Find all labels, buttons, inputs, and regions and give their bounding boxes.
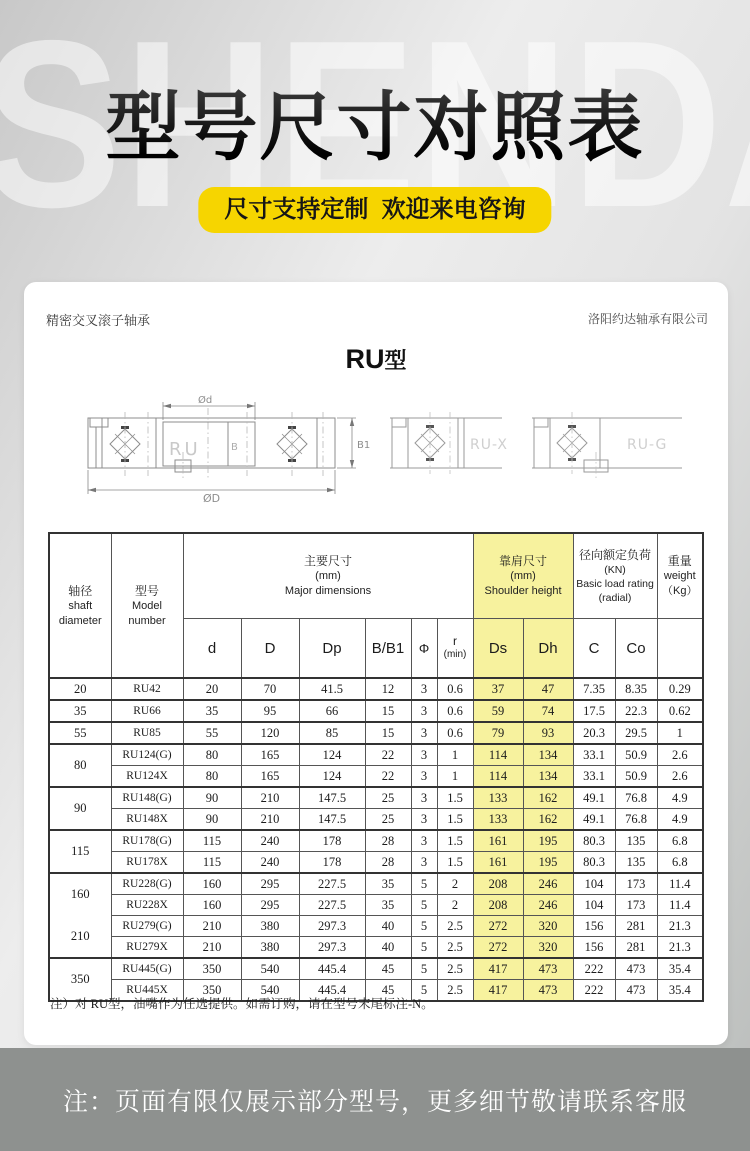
value-cell: 2.6 — [657, 766, 703, 788]
value-cell: 35.4 — [657, 980, 703, 1002]
value-cell: 6.8 — [657, 830, 703, 852]
value-cell: 4.9 — [657, 787, 703, 809]
value-cell: 40 — [365, 916, 411, 937]
value-cell: 3 — [411, 809, 437, 831]
value-cell: 156 — [573, 916, 615, 937]
model-number-cell: RU178(G) — [111, 830, 183, 852]
value-cell: 295 — [241, 873, 299, 895]
value-cell: 124 — [299, 766, 365, 788]
model-number-cell: RU85 — [111, 722, 183, 744]
shaft-diameter-cell: 210 — [49, 916, 111, 959]
value-cell: 195 — [523, 830, 573, 852]
value-cell: 49.1 — [573, 809, 615, 831]
value-cell: 162 — [523, 787, 573, 809]
value-cell: 473 — [615, 958, 657, 980]
value-cell: 21.3 — [657, 916, 703, 937]
value-cell: 93 — [523, 722, 573, 744]
table-row — [49, 809, 703, 831]
drawing-main-dimensions — [88, 402, 356, 494]
value-cell: 1.5 — [437, 809, 473, 831]
value-cell: 15 — [365, 700, 411, 722]
value-cell: 173 — [615, 895, 657, 916]
value-cell: 2.5 — [437, 937, 473, 959]
value-cell: 124 — [299, 744, 365, 766]
value-cell: 272 — [473, 916, 523, 937]
value-cell: 160 — [183, 895, 241, 916]
value-cell: 120 — [241, 722, 299, 744]
model-number-cell: RU148(G) — [111, 787, 183, 809]
value-cell: 281 — [615, 937, 657, 959]
model-number-cell: RU148X — [111, 809, 183, 831]
value-cell: 246 — [523, 873, 573, 895]
value-cell: 50.9 — [615, 766, 657, 788]
model-number-cell: RU178X — [111, 852, 183, 874]
value-cell: 297.3 — [299, 916, 365, 937]
value-cell: 104 — [573, 873, 615, 895]
value-cell: 35 — [183, 700, 241, 722]
shaft-diameter-cell: 55 — [49, 722, 111, 744]
value-cell: 1.5 — [437, 852, 473, 874]
subheader-D: D — [241, 619, 299, 679]
subheader-phi: Φ — [411, 619, 437, 679]
value-cell: 28 — [365, 852, 411, 874]
value-cell: 35.4 — [657, 958, 703, 980]
card-header — [46, 310, 708, 329]
page-title: 型号尺寸对照表 — [0, 68, 750, 175]
col-header-weight: 重量 weight （Kg） — [657, 533, 703, 619]
value-cell: 80 — [183, 766, 241, 788]
value-cell: 210 — [241, 809, 299, 831]
subheader-r-min: r (min) — [437, 619, 473, 679]
spec-table — [48, 532, 704, 1002]
subheader-B: B/B1 — [365, 619, 411, 679]
drawing-variant-x-label: RU-X — [470, 437, 508, 453]
value-cell: 2 — [437, 873, 473, 895]
value-cell: 134 — [523, 766, 573, 788]
value-cell: 22.3 — [615, 700, 657, 722]
shaft-diameter-cell: 350 — [49, 958, 111, 1001]
value-cell: 2.5 — [437, 980, 473, 1002]
drawing-variant-g — [532, 412, 682, 478]
value-cell: 2.6 — [657, 744, 703, 766]
col-header-shaft: 轴径 shaft diameter — [49, 533, 111, 678]
col-header-shoulder: 靠肩尺寸 (mm) Shoulder height — [473, 533, 573, 619]
value-cell: 76.8 — [615, 787, 657, 809]
value-cell: 1.5 — [437, 787, 473, 809]
drawing-variant-x — [390, 412, 508, 474]
value-cell: 147.5 — [299, 809, 365, 831]
value-cell: 45 — [365, 958, 411, 980]
drawing-variant-g-label: RU-G — [627, 437, 668, 453]
model-number-cell: RU445(G) — [111, 958, 183, 980]
value-cell: 272 — [473, 937, 523, 959]
table-row — [49, 830, 703, 852]
value-cell: 0.6 — [437, 678, 473, 700]
value-cell: 135 — [615, 830, 657, 852]
subheader-Co: Co — [615, 619, 657, 679]
value-cell: 12 — [365, 678, 411, 700]
spec-card — [24, 282, 728, 1045]
model-number-cell: RU66 — [111, 700, 183, 722]
value-cell: 35 — [365, 873, 411, 895]
value-cell: 33.1 — [573, 744, 615, 766]
value-cell: 8.35 — [615, 678, 657, 700]
value-cell: 240 — [241, 830, 299, 852]
customization-badge: 尺寸支持定制 欢迎来电咨询 — [198, 187, 551, 233]
col-header-model: 型号 Model number — [111, 533, 183, 678]
value-cell: 161 — [473, 830, 523, 852]
dim-b-label: B — [231, 442, 238, 453]
model-number-cell: RU228(G) — [111, 873, 183, 895]
value-cell: 165 — [241, 744, 299, 766]
value-cell: 134 — [523, 744, 573, 766]
value-cell: 5 — [411, 895, 437, 916]
shaft-diameter-cell: 115 — [49, 830, 111, 873]
value-cell: 208 — [473, 873, 523, 895]
value-cell: 20.3 — [573, 722, 615, 744]
value-cell: 35 — [365, 895, 411, 916]
value-cell: 320 — [523, 937, 573, 959]
subheader-d: d — [183, 619, 241, 679]
value-cell: 3 — [411, 678, 437, 700]
value-cell: 22 — [365, 766, 411, 788]
footer-bar — [0, 1048, 750, 1151]
subheader-Dh: Dh — [523, 619, 573, 679]
value-cell: 29.5 — [615, 722, 657, 744]
value-cell: 210 — [241, 787, 299, 809]
subheader-C: C — [573, 619, 615, 679]
value-cell: 208 — [473, 895, 523, 916]
value-cell: 3 — [411, 744, 437, 766]
shaft-diameter-cell: 35 — [49, 700, 111, 722]
table-row — [49, 787, 703, 809]
value-cell: 6.8 — [657, 852, 703, 874]
value-cell: 3 — [411, 787, 437, 809]
model-number-cell: RU445X — [111, 980, 183, 1002]
shaft-diameter-cell: 80 — [49, 744, 111, 787]
shaft-diameter-cell: 160 — [49, 873, 111, 916]
value-cell: 417 — [473, 958, 523, 980]
value-cell: 156 — [573, 937, 615, 959]
value-cell: 178 — [299, 830, 365, 852]
value-cell: 20 — [183, 678, 241, 700]
value-cell: 380 — [241, 937, 299, 959]
value-cell: 0.6 — [437, 700, 473, 722]
value-cell: 295 — [241, 895, 299, 916]
value-cell: 2 — [437, 895, 473, 916]
value-cell: 195 — [523, 852, 573, 874]
value-cell: 0.29 — [657, 678, 703, 700]
shaft-diameter-cell: 20 — [49, 678, 111, 700]
value-cell: 173 — [615, 873, 657, 895]
value-cell: 3 — [411, 830, 437, 852]
value-cell: 0.6 — [437, 722, 473, 744]
table-row — [49, 744, 703, 766]
value-cell: 350 — [183, 958, 241, 980]
value-cell: 45 — [365, 980, 411, 1002]
model-number-cell: RU124(G) — [111, 744, 183, 766]
value-cell: 2.5 — [437, 958, 473, 980]
table-row — [49, 766, 703, 788]
value-cell: 49.1 — [573, 787, 615, 809]
value-cell: 5 — [411, 980, 437, 1002]
value-cell: 162 — [523, 809, 573, 831]
dim-inner-label: Ød — [198, 395, 213, 406]
table-row — [49, 873, 703, 895]
value-cell: 445.4 — [299, 980, 365, 1002]
value-cell: 246 — [523, 895, 573, 916]
value-cell: 95 — [241, 700, 299, 722]
shaft-diameter-cell: 90 — [49, 787, 111, 830]
table-row — [49, 916, 703, 937]
value-cell: 25 — [365, 787, 411, 809]
value-cell: 540 — [241, 980, 299, 1002]
value-cell: 90 — [183, 809, 241, 831]
value-cell: 50.9 — [615, 744, 657, 766]
subheader-Dp: Dp — [299, 619, 365, 679]
value-cell: 165 — [241, 766, 299, 788]
value-cell: 70 — [241, 678, 299, 700]
table-row — [49, 722, 703, 744]
value-cell: 55 — [183, 722, 241, 744]
spec-table-body — [49, 678, 703, 1001]
table-row — [49, 958, 703, 980]
value-cell: 76.8 — [615, 809, 657, 831]
value-cell: 297.3 — [299, 937, 365, 959]
table-row — [49, 895, 703, 916]
value-cell: 281 — [615, 916, 657, 937]
value-cell: 133 — [473, 787, 523, 809]
series-title-cn: 型 — [384, 348, 407, 373]
model-number-cell: RU279X — [111, 937, 183, 959]
dim-b1-label: B1 — [357, 440, 371, 451]
value-cell: 1 — [437, 744, 473, 766]
value-cell: 5 — [411, 873, 437, 895]
table-note: 注）对 RU型，油嘴作为任选提供。如需订购，请在型号末尾标注-N。 — [50, 997, 434, 1011]
value-cell: 417 — [473, 980, 523, 1002]
table-row — [49, 937, 703, 959]
value-cell: 222 — [573, 958, 615, 980]
card-header-right: 洛阳约达轴承有限公司 — [587, 312, 708, 326]
value-cell: 0.62 — [657, 700, 703, 722]
value-cell: 210 — [183, 937, 241, 959]
value-cell: 80.3 — [573, 852, 615, 874]
value-cell: 47 — [523, 678, 573, 700]
table-row — [49, 852, 703, 874]
value-cell: 28 — [365, 830, 411, 852]
value-cell: 66 — [299, 700, 365, 722]
value-cell: 227.5 — [299, 895, 365, 916]
value-cell: 1 — [437, 766, 473, 788]
value-cell: 160 — [183, 873, 241, 895]
model-number-cell: RU42 — [111, 678, 183, 700]
value-cell: 11.4 — [657, 895, 703, 916]
table-row — [49, 700, 703, 722]
value-cell: 473 — [523, 980, 573, 1002]
value-cell: 350 — [183, 980, 241, 1002]
value-cell: 4.9 — [657, 809, 703, 831]
value-cell: 3 — [411, 700, 437, 722]
value-cell: 5 — [411, 916, 437, 937]
value-cell: 540 — [241, 958, 299, 980]
value-cell: 380 — [241, 916, 299, 937]
value-cell: 445.4 — [299, 958, 365, 980]
value-cell: 2.5 — [437, 916, 473, 937]
col-header-load: 径向额定负荷 (KN) Basic load rating (radial) — [573, 533, 657, 619]
value-cell: 3 — [411, 766, 437, 788]
value-cell: 161 — [473, 852, 523, 874]
value-cell: 90 — [183, 787, 241, 809]
value-cell: 210 — [183, 916, 241, 937]
value-cell: 222 — [573, 980, 615, 1002]
value-cell: 37 — [473, 678, 523, 700]
value-cell: 80.3 — [573, 830, 615, 852]
value-cell: 135 — [615, 852, 657, 874]
value-cell: 133 — [473, 809, 523, 831]
value-cell: 74 — [523, 700, 573, 722]
value-cell: 25 — [365, 809, 411, 831]
value-cell: 3 — [411, 852, 437, 874]
card-header-left: 精密交叉滚子轴承 — [46, 313, 151, 328]
drawing-main-centerlines — [125, 408, 323, 480]
value-cell: 17.5 — [573, 700, 615, 722]
value-cell: 3 — [411, 722, 437, 744]
model-number-cell: RU279(G) — [111, 916, 183, 937]
value-cell: 7.35 — [573, 678, 615, 700]
value-cell: 114 — [473, 744, 523, 766]
footer-note: 注：页面有限仅展示部分型号，更多细节敬请联系客服 — [62, 1087, 687, 1116]
value-cell: 473 — [615, 980, 657, 1002]
value-cell: 5 — [411, 937, 437, 959]
value-cell: 33.1 — [573, 766, 615, 788]
value-cell: 104 — [573, 895, 615, 916]
drawing-main-arrowheads — [88, 404, 354, 492]
value-cell: 11.4 — [657, 873, 703, 895]
value-cell: 22 — [365, 744, 411, 766]
bearing-drawings — [24, 394, 728, 516]
value-cell: 79 — [473, 722, 523, 744]
value-cell: 115 — [183, 852, 241, 874]
value-cell: 320 — [523, 916, 573, 937]
model-number-cell: RU228X — [111, 895, 183, 916]
series-title — [24, 344, 728, 375]
drawing-main-label: RU — [169, 439, 201, 460]
value-cell: 240 — [241, 852, 299, 874]
value-cell: 5 — [411, 958, 437, 980]
series-title-en: RU — [345, 344, 385, 374]
value-cell: 41.5 — [299, 678, 365, 700]
subheader-Ds: Ds — [473, 619, 523, 679]
value-cell: 80 — [183, 744, 241, 766]
drawing-main-seal-ticks — [121, 426, 296, 462]
value-cell: 115 — [183, 830, 241, 852]
value-cell: 1 — [657, 722, 703, 744]
value-cell: 40 — [365, 937, 411, 959]
value-cell: 227.5 — [299, 873, 365, 895]
model-number-cell: RU124X — [111, 766, 183, 788]
value-cell: 1.5 — [437, 830, 473, 852]
col-header-major: 主要尺寸 (mm) Major dimensions — [183, 533, 473, 619]
value-cell: 85 — [299, 722, 365, 744]
value-cell: 473 — [523, 958, 573, 980]
subheader-empty — [657, 619, 703, 679]
dim-outer-label: ØD — [203, 492, 221, 505]
table-row — [49, 678, 703, 700]
value-cell: 147.5 — [299, 787, 365, 809]
value-cell: 59 — [473, 700, 523, 722]
value-cell: 114 — [473, 766, 523, 788]
value-cell: 15 — [365, 722, 411, 744]
value-cell: 178 — [299, 852, 365, 874]
value-cell: 21.3 — [657, 937, 703, 959]
